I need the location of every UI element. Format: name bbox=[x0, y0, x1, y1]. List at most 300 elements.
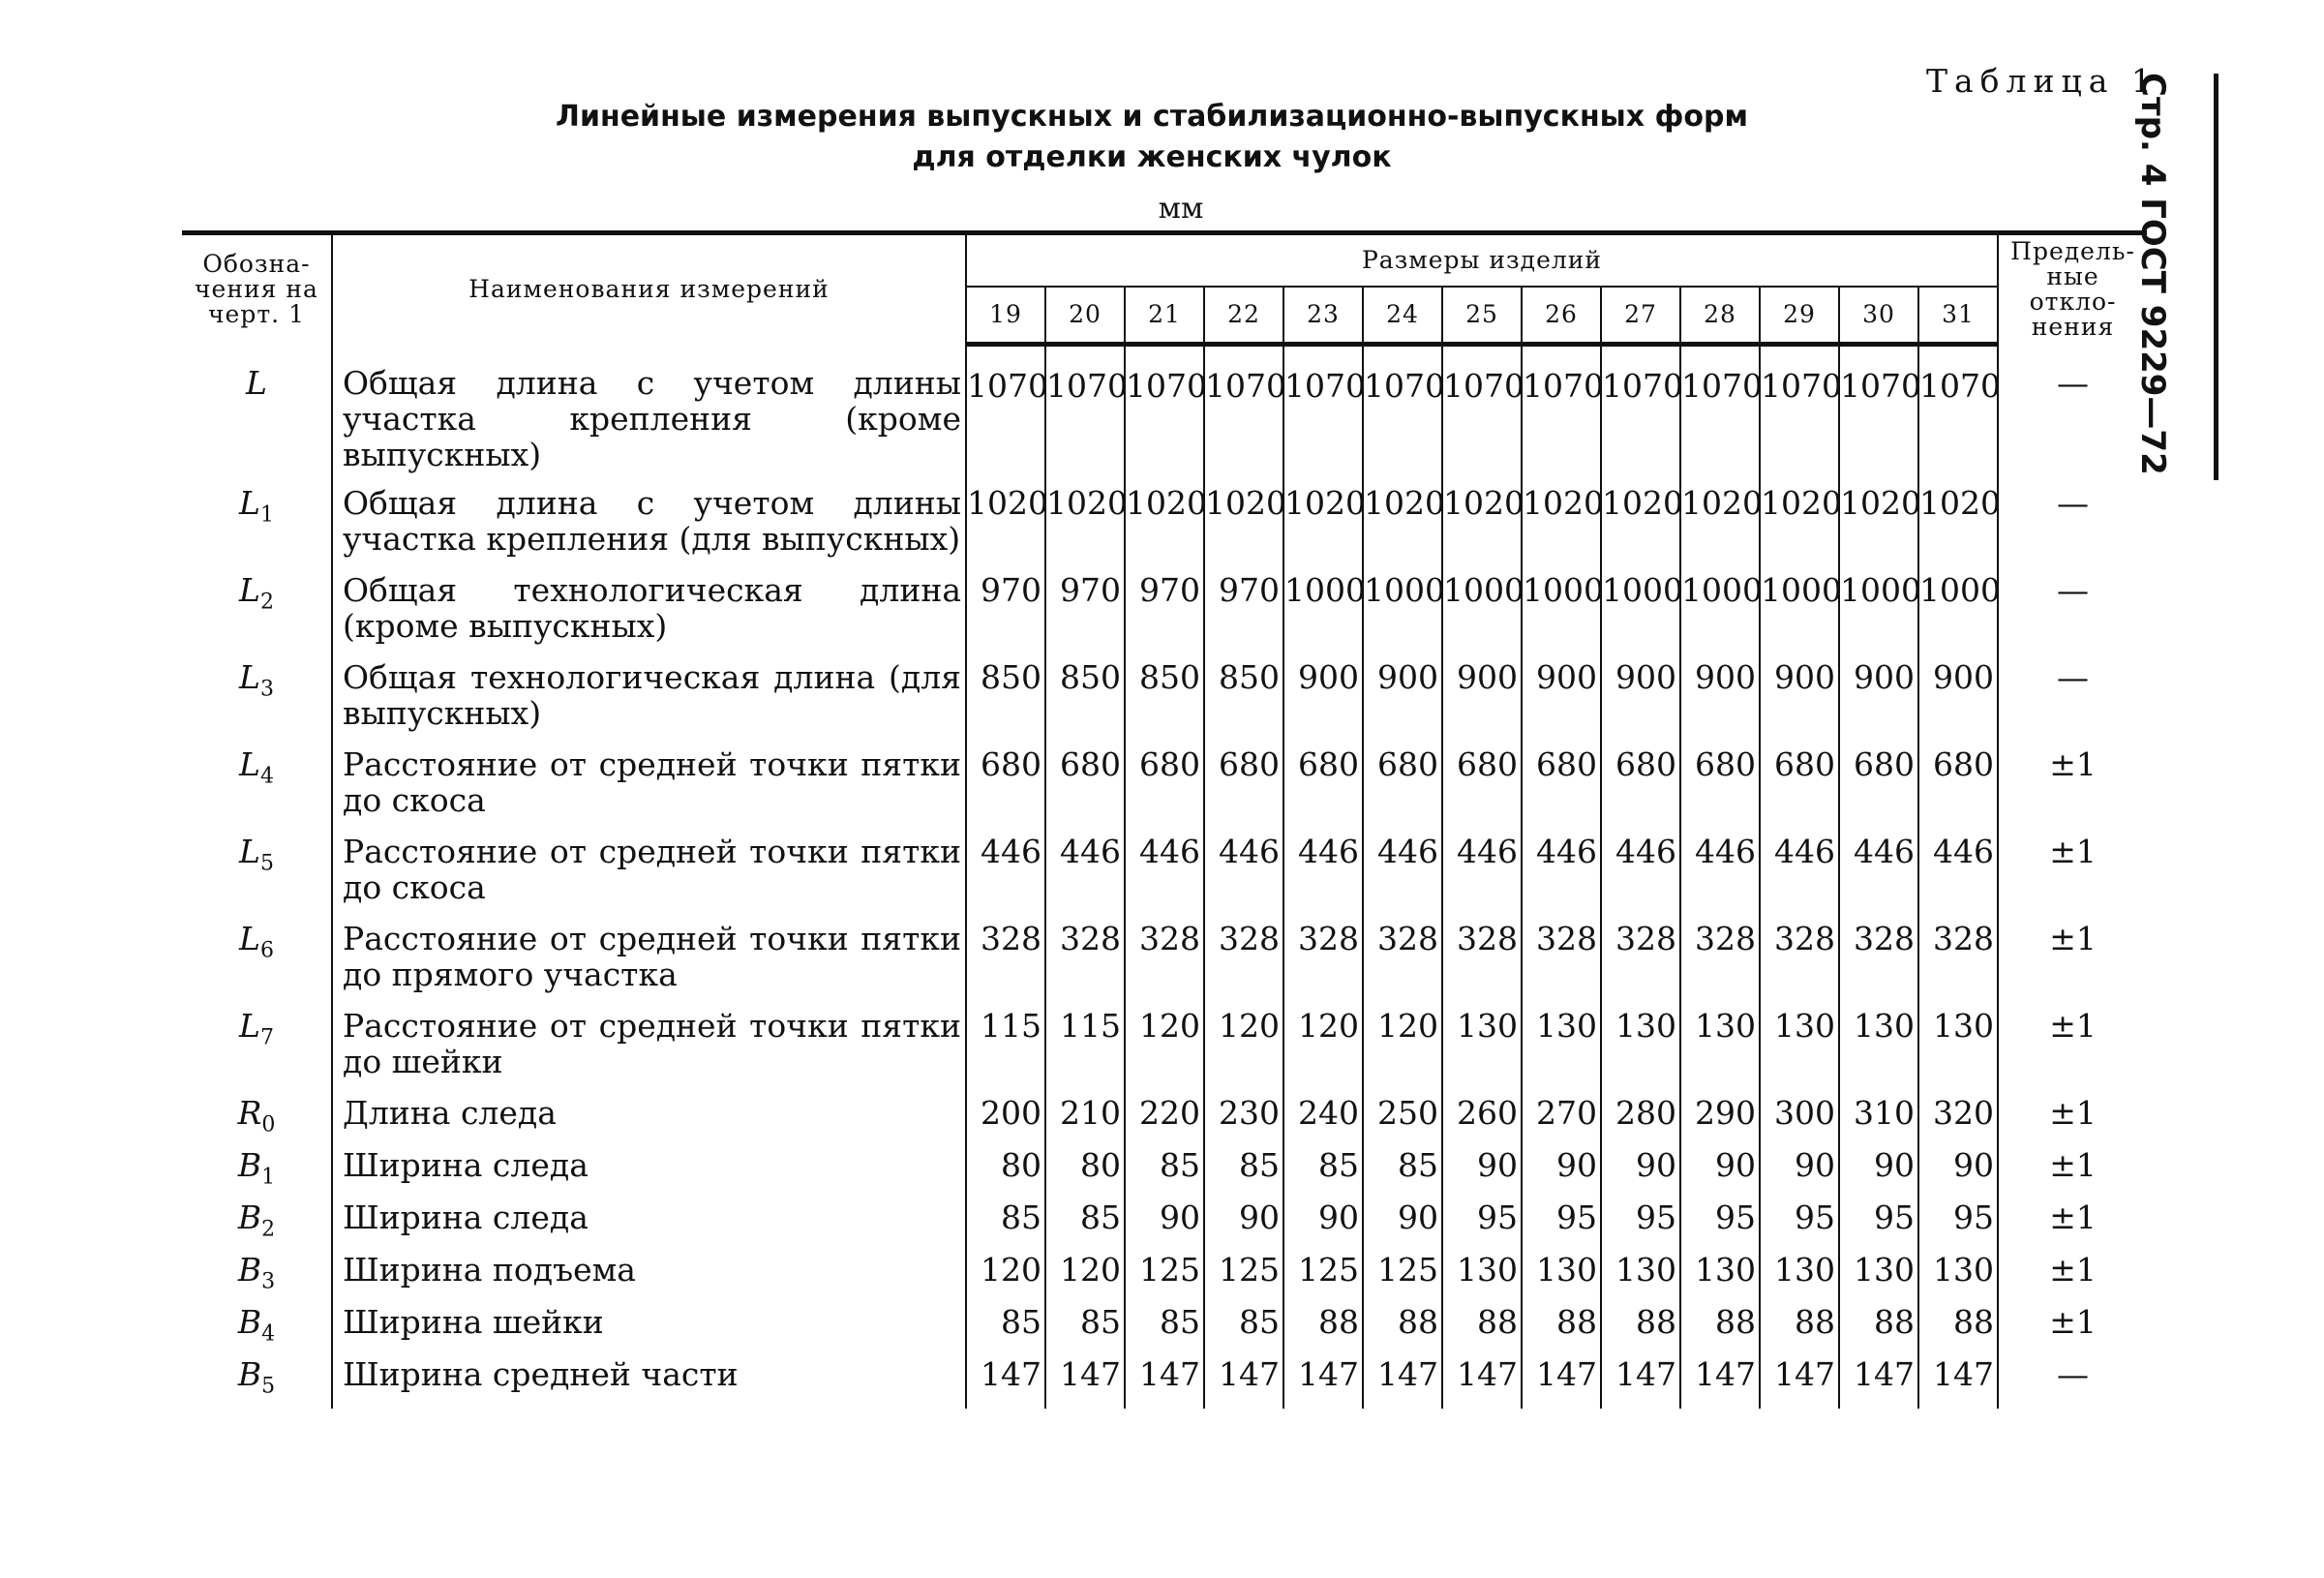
size-value-cell: 446 bbox=[1204, 834, 1283, 921]
size-value-cell: 90 bbox=[1522, 1147, 1601, 1199]
size-value-cell: 147 bbox=[1125, 1356, 1204, 1409]
size-value-cell: 328 bbox=[1918, 921, 1998, 1008]
table-row bbox=[182, 659, 2147, 746]
size-value-cell: 125 bbox=[1204, 1252, 1283, 1304]
table-title-line-2: для отделки женских чулок bbox=[912, 140, 1392, 174]
size-value-cell: 328 bbox=[1125, 921, 1204, 1008]
measurement-name: Расстояние от средней точки пятки до прямого участка bbox=[343, 919, 961, 993]
designation-cell bbox=[182, 659, 332, 746]
size-value-cell: 130 bbox=[1839, 1008, 1918, 1095]
table-body bbox=[182, 344, 2147, 1409]
size-value-cell: 90 bbox=[1601, 1147, 1680, 1199]
size-value-cell: 680 bbox=[1918, 746, 1998, 834]
table-title bbox=[542, 97, 1762, 178]
header-row bbox=[182, 233, 2147, 287]
size-column-header: 21 bbox=[1125, 287, 1204, 344]
size-value-cell: 1000 bbox=[1839, 572, 1918, 659]
measurement-name-cell bbox=[332, 1356, 966, 1409]
size-value-cell: 130 bbox=[1918, 1252, 1998, 1304]
designation-cell bbox=[182, 834, 332, 921]
designation-subscript: 5 bbox=[261, 1374, 276, 1399]
size-value-cell: 130 bbox=[1760, 1008, 1839, 1095]
size-value-cell: 1020 bbox=[1760, 485, 1839, 572]
size-value-cell: 1070 bbox=[1522, 344, 1601, 485]
designation-symbol: L bbox=[246, 364, 267, 402]
size-value-cell: 850 bbox=[1204, 659, 1283, 746]
size-value-cell: 250 bbox=[1363, 1095, 1442, 1147]
size-column-header: 26 bbox=[1522, 287, 1601, 344]
size-value-cell: 446 bbox=[1760, 834, 1839, 921]
size-value-cell: 280 bbox=[1601, 1095, 1680, 1147]
name-column-header: Наименования измерений bbox=[332, 233, 966, 345]
designation-symbol: R bbox=[237, 1093, 262, 1132]
size-value-cell: 970 bbox=[1045, 572, 1125, 659]
size-value-cell: 290 bbox=[1680, 1095, 1760, 1147]
size-value-cell: 900 bbox=[1918, 659, 1998, 746]
size-value-cell: 88 bbox=[1918, 1304, 1998, 1356]
size-value-cell: 270 bbox=[1522, 1095, 1601, 1147]
table-row bbox=[182, 1008, 2147, 1095]
size-value-cell: 1070 bbox=[1283, 344, 1363, 485]
measurement-name-cell bbox=[332, 485, 966, 572]
size-value-cell: 680 bbox=[1125, 746, 1204, 834]
designation-subscript: 1 bbox=[261, 1165, 276, 1190]
designation-symbol: B bbox=[237, 1145, 262, 1184]
size-value-cell: 680 bbox=[1363, 746, 1442, 834]
size-value-cell: 147 bbox=[1680, 1356, 1760, 1409]
designation-subscript: 2 bbox=[259, 590, 274, 615]
size-value-cell: 328 bbox=[1601, 921, 1680, 1008]
size-value-cell: 147 bbox=[1283, 1356, 1363, 1409]
size-value-cell: 680 bbox=[1760, 746, 1839, 834]
size-value-cell: 85 bbox=[1363, 1147, 1442, 1199]
designation-subscript: 5 bbox=[259, 851, 274, 876]
designation-symbol: L bbox=[239, 1006, 260, 1045]
size-value-cell: 90 bbox=[1918, 1147, 1998, 1199]
size-column-header: 30 bbox=[1839, 287, 1918, 344]
side-page-header: Стр. 4 ГОСТ 9229—72 bbox=[2133, 73, 2172, 475]
size-value-cell: 260 bbox=[1442, 1095, 1522, 1147]
size-value-cell: 130 bbox=[1601, 1252, 1680, 1304]
size-value-cell: 328 bbox=[1522, 921, 1601, 1008]
size-value-cell: 900 bbox=[1760, 659, 1839, 746]
designation-symbol: B bbox=[237, 1354, 262, 1393]
measurement-name: Ширина следа bbox=[343, 1145, 589, 1184]
size-value-cell: 900 bbox=[1363, 659, 1442, 746]
size-value-cell: 1070 bbox=[1918, 344, 1998, 485]
size-value-cell: 85 bbox=[1283, 1147, 1363, 1199]
designation-cell bbox=[182, 485, 332, 572]
size-value-cell: 900 bbox=[1442, 659, 1522, 746]
measurement-name: Общая технологическая длина (кроме выпускных) bbox=[343, 570, 961, 645]
size-value-cell: 320 bbox=[1918, 1095, 1998, 1147]
designation-subscript: 0 bbox=[261, 1112, 276, 1138]
measurement-name: Расстояние от средней точки пятки до шейки bbox=[343, 1006, 961, 1080]
size-value-cell: 1020 bbox=[1204, 485, 1283, 572]
side-header-rule bbox=[2214, 74, 2218, 480]
designation-cell bbox=[182, 1008, 332, 1095]
size-value-cell: 147 bbox=[1204, 1356, 1283, 1409]
size-value-cell: 446 bbox=[1045, 834, 1125, 921]
designation-cell bbox=[182, 1356, 332, 1409]
size-value-cell: 85 bbox=[966, 1304, 1045, 1356]
designation-symbol: B bbox=[237, 1198, 262, 1236]
size-value-cell: 446 bbox=[1442, 834, 1522, 921]
size-value-cell: 130 bbox=[1839, 1252, 1918, 1304]
measurement-name: Ширина средней части bbox=[343, 1354, 739, 1393]
designation-cell bbox=[182, 1252, 332, 1304]
size-value-cell: 680 bbox=[1442, 746, 1522, 834]
table-row bbox=[182, 1356, 2147, 1409]
size-value-cell: 680 bbox=[1839, 746, 1918, 834]
size-value-cell: 120 bbox=[1125, 1008, 1204, 1095]
designation-cell bbox=[182, 1147, 332, 1199]
size-value-cell: 1000 bbox=[1918, 572, 1998, 659]
size-value-cell: 970 bbox=[1125, 572, 1204, 659]
size-value-cell: 446 bbox=[1363, 834, 1442, 921]
size-value-cell: 1020 bbox=[1442, 485, 1522, 572]
designation-cell bbox=[182, 921, 332, 1008]
size-value-cell: 1070 bbox=[1760, 344, 1839, 485]
size-value-cell: 680 bbox=[966, 746, 1045, 834]
table-row bbox=[182, 921, 2147, 1008]
designation-symbol: L bbox=[239, 657, 260, 696]
table-row bbox=[182, 834, 2147, 921]
size-value-cell: 1000 bbox=[1760, 572, 1839, 659]
size-value-cell: 85 bbox=[1045, 1199, 1125, 1252]
measurement-name-cell bbox=[332, 1095, 966, 1147]
tolerance-cell: — bbox=[2057, 483, 2090, 522]
size-value-cell: 970 bbox=[966, 572, 1045, 659]
designation-symbol: L bbox=[239, 832, 260, 870]
size-value-cell: 1020 bbox=[1680, 485, 1760, 572]
tolerance-cell: ±1 bbox=[2049, 1250, 2097, 1289]
size-value-cell: 120 bbox=[1283, 1008, 1363, 1095]
size-value-cell: 88 bbox=[1363, 1304, 1442, 1356]
size-value-cell: 125 bbox=[1283, 1252, 1363, 1304]
measurement-name-cell bbox=[332, 746, 966, 834]
size-value-cell: 125 bbox=[1363, 1252, 1442, 1304]
size-value-cell: 240 bbox=[1283, 1095, 1363, 1147]
size-value-cell: 446 bbox=[1680, 834, 1760, 921]
size-value-cell: 95 bbox=[1442, 1199, 1522, 1252]
size-value-cell: 1070 bbox=[1601, 344, 1680, 485]
size-value-cell: 1020 bbox=[1522, 485, 1601, 572]
size-value-cell: 115 bbox=[966, 1008, 1045, 1095]
measurement-name: Общая длина с учетом длины участка крепления (кроме выпускных) bbox=[343, 364, 961, 473]
measurement-name: Расстояние от средней точки пятки до скоса bbox=[343, 832, 961, 906]
designation-column-header: Обозна-чения на черт. 1 bbox=[182, 233, 332, 345]
size-value-cell: 120 bbox=[1204, 1008, 1283, 1095]
size-value-cell: 90 bbox=[1363, 1199, 1442, 1252]
table-row bbox=[182, 485, 2147, 572]
size-column-header: 27 bbox=[1601, 287, 1680, 344]
size-value-cell: 1020 bbox=[1918, 485, 1998, 572]
designation-cell bbox=[182, 572, 332, 659]
size-value-cell: 130 bbox=[1442, 1252, 1522, 1304]
tolerance-cell: — bbox=[2057, 657, 2090, 696]
measurement-name-cell bbox=[332, 1147, 966, 1199]
measurement-name-cell bbox=[332, 659, 966, 746]
size-value-cell: 446 bbox=[1125, 834, 1204, 921]
table-row bbox=[182, 1199, 2147, 1252]
size-value-cell: 85 bbox=[1204, 1304, 1283, 1356]
size-value-cell: 230 bbox=[1204, 1095, 1283, 1147]
designation-subscript: 2 bbox=[261, 1217, 276, 1242]
designation-cell bbox=[182, 746, 332, 834]
size-value-cell: 446 bbox=[1601, 834, 1680, 921]
designation-subscript: 3 bbox=[261, 1269, 276, 1294]
size-value-cell: 1020 bbox=[966, 485, 1045, 572]
size-value-cell: 900 bbox=[1283, 659, 1363, 746]
size-value-cell: 95 bbox=[1522, 1199, 1601, 1252]
measurement-name-cell bbox=[332, 1008, 966, 1095]
size-value-cell: 90 bbox=[1680, 1147, 1760, 1199]
size-value-cell: 90 bbox=[1760, 1147, 1839, 1199]
designation-subscript: 3 bbox=[259, 677, 274, 702]
size-value-cell: 1000 bbox=[1601, 572, 1680, 659]
size-value-cell: 85 bbox=[1125, 1147, 1204, 1199]
size-value-cell: 90 bbox=[1125, 1199, 1204, 1252]
size-value-cell: 88 bbox=[1522, 1304, 1601, 1356]
size-value-cell: 446 bbox=[966, 834, 1045, 921]
measurement-name: Расстояние от средней точки пятки до скоса bbox=[343, 744, 961, 819]
size-value-cell: 95 bbox=[1680, 1199, 1760, 1252]
tolerance-cell: — bbox=[2057, 570, 2090, 609]
size-column-header: 31 bbox=[1918, 287, 1998, 344]
size-value-cell: 130 bbox=[1680, 1252, 1760, 1304]
size-column-header: 20 bbox=[1045, 287, 1125, 344]
size-value-cell: 328 bbox=[1760, 921, 1839, 1008]
size-value-cell: 95 bbox=[1918, 1199, 1998, 1252]
size-value-cell: 90 bbox=[1839, 1147, 1918, 1199]
tolerance-cell: ±1 bbox=[2049, 832, 2097, 870]
size-value-cell: 125 bbox=[1125, 1252, 1204, 1304]
tolerance-cell: ±1 bbox=[2049, 1093, 2097, 1132]
size-value-cell: 85 bbox=[1125, 1304, 1204, 1356]
size-column-header: 24 bbox=[1363, 287, 1442, 344]
size-value-cell: 1000 bbox=[1363, 572, 1442, 659]
size-value-cell: 446 bbox=[1522, 834, 1601, 921]
size-value-cell: 1000 bbox=[1283, 572, 1363, 659]
designation-symbol: L bbox=[239, 570, 260, 609]
size-value-cell: 147 bbox=[1760, 1356, 1839, 1409]
size-value-cell: 115 bbox=[1045, 1008, 1125, 1095]
size-value-cell: 850 bbox=[1125, 659, 1204, 746]
table-row bbox=[182, 1304, 2147, 1356]
size-value-cell: 900 bbox=[1680, 659, 1760, 746]
designation-symbol: L bbox=[239, 919, 260, 957]
size-value-cell: 328 bbox=[1839, 921, 1918, 1008]
size-value-cell: 1070 bbox=[1839, 344, 1918, 485]
size-value-cell: 1070 bbox=[1125, 344, 1204, 485]
unit-label: мм bbox=[1158, 192, 1204, 226]
size-value-cell: 680 bbox=[1601, 746, 1680, 834]
sizes-group-header: Размеры изделий bbox=[966, 233, 1998, 287]
designation-subscript: 1 bbox=[259, 502, 274, 528]
size-value-cell: 446 bbox=[1283, 834, 1363, 921]
size-column-header: 23 bbox=[1283, 287, 1363, 344]
measurement-name-cell bbox=[332, 572, 966, 659]
size-value-cell: 1020 bbox=[1125, 485, 1204, 572]
size-value-cell: 88 bbox=[1760, 1304, 1839, 1356]
measurement-name: Ширина следа bbox=[343, 1198, 589, 1236]
size-value-cell: 1070 bbox=[1204, 344, 1283, 485]
size-value-cell: 147 bbox=[1839, 1356, 1918, 1409]
table-row bbox=[182, 1147, 2147, 1199]
size-value-cell: 120 bbox=[1045, 1252, 1125, 1304]
size-value-cell: 328 bbox=[966, 921, 1045, 1008]
size-value-cell: 1020 bbox=[1283, 485, 1363, 572]
size-value-cell: 900 bbox=[1522, 659, 1601, 746]
size-value-cell: 680 bbox=[1522, 746, 1601, 834]
size-value-cell: 1020 bbox=[1601, 485, 1680, 572]
size-value-cell: 88 bbox=[1283, 1304, 1363, 1356]
measurement-name-cell bbox=[332, 1304, 966, 1356]
size-column-header: 25 bbox=[1442, 287, 1522, 344]
tolerance-cell: ±1 bbox=[2049, 919, 2097, 957]
size-value-cell: 80 bbox=[1045, 1147, 1125, 1199]
size-value-cell: 328 bbox=[1680, 921, 1760, 1008]
measurement-name: Ширина подъема bbox=[343, 1250, 636, 1289]
size-value-cell: 1070 bbox=[1363, 344, 1442, 485]
table-row bbox=[182, 572, 2147, 659]
size-value-cell: 88 bbox=[1839, 1304, 1918, 1356]
tolerance-column-header: Предель-ные откло-нения bbox=[1998, 233, 2147, 345]
measurement-name-cell bbox=[332, 344, 966, 485]
measurements-table bbox=[182, 230, 2147, 1409]
size-value-cell: 130 bbox=[1680, 1008, 1760, 1095]
designation-subscript: 7 bbox=[259, 1025, 274, 1050]
tolerance-cell: — bbox=[2057, 364, 2090, 402]
designation-subscript: 4 bbox=[261, 1321, 276, 1347]
tolerance-cell: ±1 bbox=[2049, 1145, 2097, 1184]
size-value-cell: 220 bbox=[1125, 1095, 1204, 1147]
table-number-label: Таблица 1 bbox=[1926, 62, 2158, 100]
size-value-cell: 328 bbox=[1204, 921, 1283, 1008]
size-value-cell: 130 bbox=[1918, 1008, 1998, 1095]
table-row bbox=[182, 1252, 2147, 1304]
tolerance-cell: ±1 bbox=[2049, 744, 2097, 783]
size-value-cell: 680 bbox=[1680, 746, 1760, 834]
size-value-cell: 680 bbox=[1045, 746, 1125, 834]
size-value-cell: 147 bbox=[1601, 1356, 1680, 1409]
size-value-cell: 310 bbox=[1839, 1095, 1918, 1147]
size-value-cell: 80 bbox=[966, 1147, 1045, 1199]
size-value-cell: 970 bbox=[1204, 572, 1283, 659]
measurement-name: Общая длина с учетом длины участка крепления (для выпускных) bbox=[343, 483, 961, 558]
size-value-cell: 328 bbox=[1363, 921, 1442, 1008]
size-value-cell: 680 bbox=[1204, 746, 1283, 834]
size-column-header: 29 bbox=[1760, 287, 1839, 344]
size-value-cell: 680 bbox=[1283, 746, 1363, 834]
size-value-cell: 1000 bbox=[1522, 572, 1601, 659]
size-value-cell: 95 bbox=[1601, 1199, 1680, 1252]
table-row bbox=[182, 1095, 2147, 1147]
size-value-cell: 90 bbox=[1442, 1147, 1522, 1199]
measurement-name-cell bbox=[332, 834, 966, 921]
size-value-cell: 95 bbox=[1760, 1199, 1839, 1252]
size-value-cell: 1020 bbox=[1839, 485, 1918, 572]
size-column-header: 19 bbox=[966, 287, 1045, 344]
tolerance-cell: ±1 bbox=[2049, 1198, 2097, 1236]
designation-cell bbox=[182, 1095, 332, 1147]
size-value-cell: 147 bbox=[1522, 1356, 1601, 1409]
size-value-cell: 1070 bbox=[966, 344, 1045, 485]
size-value-cell: 130 bbox=[1522, 1008, 1601, 1095]
size-value-cell: 147 bbox=[1045, 1356, 1125, 1409]
designation-symbol: L bbox=[239, 483, 260, 522]
size-value-cell: 328 bbox=[1045, 921, 1125, 1008]
size-value-cell: 90 bbox=[1204, 1199, 1283, 1252]
measurement-name: Ширина шейки bbox=[343, 1302, 604, 1341]
size-value-cell: 300 bbox=[1760, 1095, 1839, 1147]
size-column-header: 22 bbox=[1204, 287, 1283, 344]
tolerance-cell: — bbox=[2057, 1354, 2090, 1393]
size-value-cell: 1020 bbox=[1363, 485, 1442, 572]
size-value-cell: 120 bbox=[1363, 1008, 1442, 1095]
size-value-cell: 328 bbox=[1283, 921, 1363, 1008]
measurement-name: Длина следа bbox=[343, 1093, 557, 1132]
tolerance-cell: ±1 bbox=[2049, 1006, 2097, 1045]
size-value-cell: 1070 bbox=[1680, 344, 1760, 485]
size-value-cell: 850 bbox=[1045, 659, 1125, 746]
size-value-cell: 446 bbox=[1918, 834, 1998, 921]
size-value-cell: 147 bbox=[966, 1356, 1045, 1409]
size-value-cell: 130 bbox=[1601, 1008, 1680, 1095]
designation-symbol: B bbox=[237, 1302, 262, 1341]
size-value-cell: 95 bbox=[1839, 1199, 1918, 1252]
size-value-cell: 147 bbox=[1363, 1356, 1442, 1409]
table-title-line-1: Линейные измерения выпускных и стабилизационно-выпускных форм bbox=[556, 100, 1748, 134]
measurement-name: Общая технологическая длина (для выпускных) bbox=[343, 657, 961, 732]
size-value-cell: 147 bbox=[1918, 1356, 1998, 1409]
size-value-cell: 130 bbox=[1522, 1252, 1601, 1304]
tolerance-cell: ±1 bbox=[2049, 1302, 2097, 1341]
size-value-cell: 210 bbox=[1045, 1095, 1125, 1147]
designation-cell bbox=[182, 1304, 332, 1356]
size-value-cell: 120 bbox=[966, 1252, 1045, 1304]
designation-cell bbox=[182, 344, 332, 485]
size-value-cell: 1070 bbox=[1442, 344, 1522, 485]
size-value-cell: 850 bbox=[966, 659, 1045, 746]
designation-subscript: 6 bbox=[259, 938, 274, 963]
size-value-cell: 88 bbox=[1442, 1304, 1522, 1356]
size-value-cell: 88 bbox=[1680, 1304, 1760, 1356]
size-value-cell: 130 bbox=[1760, 1252, 1839, 1304]
designation-cell bbox=[182, 1199, 332, 1252]
size-value-cell: 90 bbox=[1283, 1199, 1363, 1252]
size-value-cell: 85 bbox=[966, 1199, 1045, 1252]
size-value-cell: 147 bbox=[1442, 1356, 1522, 1409]
measurement-name-cell bbox=[332, 921, 966, 1008]
size-value-cell: 85 bbox=[1204, 1147, 1283, 1199]
size-value-cell: 446 bbox=[1839, 834, 1918, 921]
size-value-cell: 1000 bbox=[1442, 572, 1522, 659]
measurement-name-cell bbox=[332, 1199, 966, 1252]
table-row bbox=[182, 746, 2147, 834]
size-value-cell: 1020 bbox=[1045, 485, 1125, 572]
size-value-cell: 130 bbox=[1442, 1008, 1522, 1095]
size-value-cell: 900 bbox=[1601, 659, 1680, 746]
designation-symbol: B bbox=[237, 1250, 262, 1289]
size-value-cell: 85 bbox=[1045, 1304, 1125, 1356]
size-value-cell: 88 bbox=[1601, 1304, 1680, 1356]
size-value-cell: 1070 bbox=[1045, 344, 1125, 485]
size-value-cell: 328 bbox=[1442, 921, 1522, 1008]
designation-symbol: L bbox=[239, 744, 260, 783]
size-value-cell: 1000 bbox=[1680, 572, 1760, 659]
